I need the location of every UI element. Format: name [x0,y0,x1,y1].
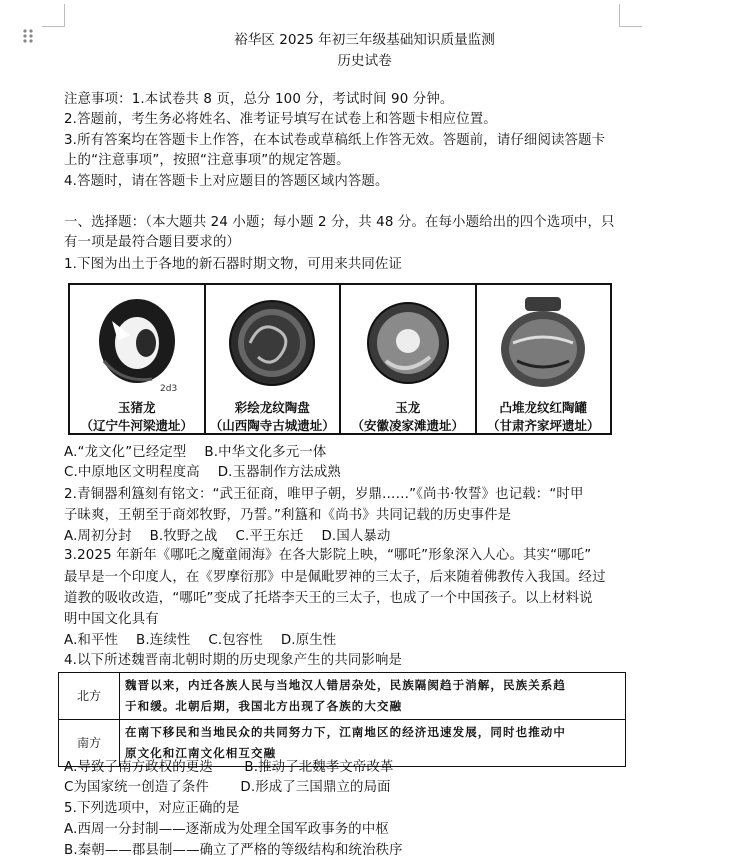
figure-stamp: 2d3 [159,384,177,394]
table-cell-line: 原文化和江南文化相互交融 [125,746,277,760]
jade-dragon-image [356,291,460,395]
note-line: 2.答题前，考生务必将姓名、准考证号填写在试卷上和答题卡相应位置。 [64,112,497,127]
question-4-option: A.导致了南方政权的更迭 B.推动了北魏孝文帝改革 [64,760,394,775]
question-3-stem: 最早是一个印度人，在《罗摩衍那》中是佩毗罗神的三太子，后来随着佛教传入我国。经过 [64,570,606,585]
painted-dragon-plate-image [220,291,324,395]
question-3-options: A.和平性 B.连续性 C.包容性 D.原生性 [64,633,337,648]
question-1-option: A.“龙文化”已经定型 B.中华文化多元一体 [64,445,327,460]
note-line: 3.所有答案均在答题卡上作答，在本试卷或草稿纸上作答无效。答题前，请仔细阅读答题卡 [64,133,606,148]
artifact-painted-plate [206,285,342,433]
table-cell-line: 魏晋以来，内迁各族人民与当地汉人错居杂处，民族隔阂趋于消解，民族关系趋 [125,678,566,692]
artifact-site: （山西陶寺古城遗址） [209,418,335,433]
artifact-site: （安徽凌家滩遗址） [351,418,464,433]
artifact-name: 玉猪龙 [117,400,156,415]
table-content-cell [120,673,626,720]
question-1-stem: 1.下图为出土于各地的新石器时期文物，可用来共同佐证 [64,257,403,272]
artifact-jade-dragon [341,285,477,433]
question-2-stem: 2.青铜器利簋刻有铭文：“武王征商，唯甲子朝，岁鼎……”《尚书·牧誓》也记载：“时甲 [64,487,584,502]
red-pottery-jar-image [491,291,595,395]
table-header-cell: 北方 [59,673,120,720]
note-line: 上的“注意事项”，按照“注意事项”的规定答题。 [64,153,350,168]
corner-mark-right [619,4,642,27]
artifact-red-pottery-jar [477,285,611,433]
question-2-stem: 子昧爽，王朝至于商郊牧野，乃誓。”利簋和《尚书》共同记载的历史事件是 [64,508,512,523]
table-cell-line: 于和缓。北朝后期，我国北方出现了各族的大交融 [125,699,403,713]
question-3-stem: 明中国文化具有 [64,612,159,627]
question-3-stem: 3.2025 年新年《哪吒之魔童闹海》在各大影院上映，“哪吒”形象深入人心。其实“哪吒” [64,548,592,563]
section-heading: 一、选择题：（本大题共 24 小题；每小题 2 分，共 48 分。在每小题给出的四个选项中，只 [64,215,615,230]
artifact-jade-pig-dragon [70,285,206,433]
question-3-stem: 道教的吸收改造，“哪吒”变成了托塔李天王的三太子，也成了一个中国孩子。以上材料说 [64,591,593,606]
section-heading: 有一项是最符合题目要求的） [64,235,241,250]
artifact-site: （辽宁牛河梁遗址） [80,418,193,433]
artifact-name: 玉龙 [395,400,421,415]
question-5-option: A.西周一分封制——逐渐成为处理全国军政事务的中枢 [64,822,389,837]
note-line: 注意事项：1.本试卷共 8 页，总分 100 分，考试时间 90 分钟。 [64,92,454,107]
question-2-options: A.周初分封 B.牧野之战 C.平王东迁 D.国人暴动 [64,529,391,544]
question-5-option: B.秦朝——郡县制——确立了严格的等级结构和统治秩序 [64,843,403,858]
jade-pig-dragon-image [82,291,192,395]
artifact-name: 彩绘龙纹陶盘 [234,400,310,415]
table-row [59,673,626,720]
question-4-table [58,672,626,767]
question-5-stem: 5.下列选项中，对应正确的是 [64,801,240,816]
artifact-figure [68,283,612,435]
exam-title: 裕华区 2025 年初三年级基础知识质量监测 [234,32,495,48]
question-1-option: C.中原地区文明程度高 D.玉器制作方法成熟 [64,465,341,480]
note-line: 4.答题时，请在答题卡上对应题目的答题区域内答题。 [64,174,389,189]
artifact-name: 凸堆龙纹红陶罐 [499,400,587,415]
corner-mark-left [42,4,65,27]
question-4-option: C为国家统一创造了条件 D.形成了三国鼎立的局面 [64,780,391,795]
artifact-site: （甘肃齐家坪遗址） [486,418,600,433]
question-4-stem: 4.以下所述魏晋南北朝时期的历史现象产生的共同影响是 [64,653,403,668]
exam-subtitle: 历史试卷 [337,53,392,69]
table-header-cell: 南方 [59,720,120,767]
table-cell-line: 在南下移民和当地民众的共同努力下，江南地区的经济迅速发展，同时也推动中 [125,725,566,739]
